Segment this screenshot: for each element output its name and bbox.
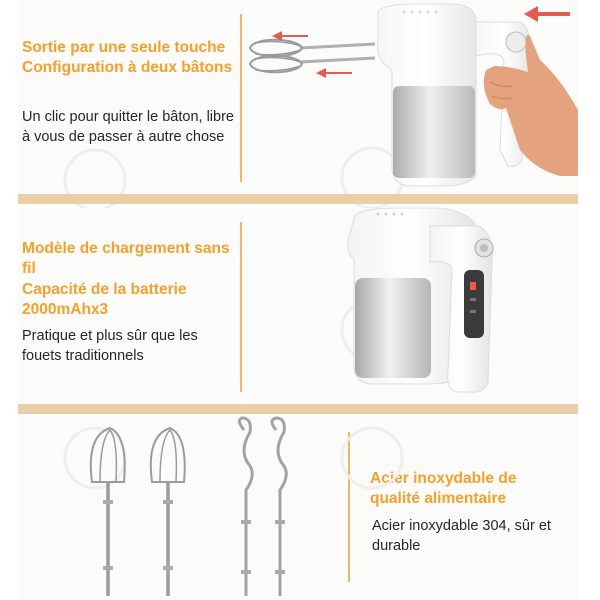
dough-hook	[239, 418, 252, 596]
steel-heading: Acier inoxydable de qualité alimentaire	[370, 470, 517, 507]
whisk-beater	[151, 428, 185, 596]
whisk-beater	[91, 428, 125, 596]
eject-heading: Sortie par une seule touche Configuration à deux bâtons	[22, 39, 233, 76]
eject-description: Un clic pour quitter le bâton, libre à vous de passer à autre chose	[22, 109, 234, 145]
battery-heading: Capacité de la batterie 2000mAhx3	[22, 281, 187, 318]
steel-description: Acier inoxydable 304, sûr et durable	[372, 518, 551, 554]
dough-hook	[272, 418, 286, 596]
charging-heading: Modèle de chargement sans fil	[22, 240, 230, 277]
charging-description: Pratique et plus sûr que les fouets traditionnels	[22, 328, 198, 364]
